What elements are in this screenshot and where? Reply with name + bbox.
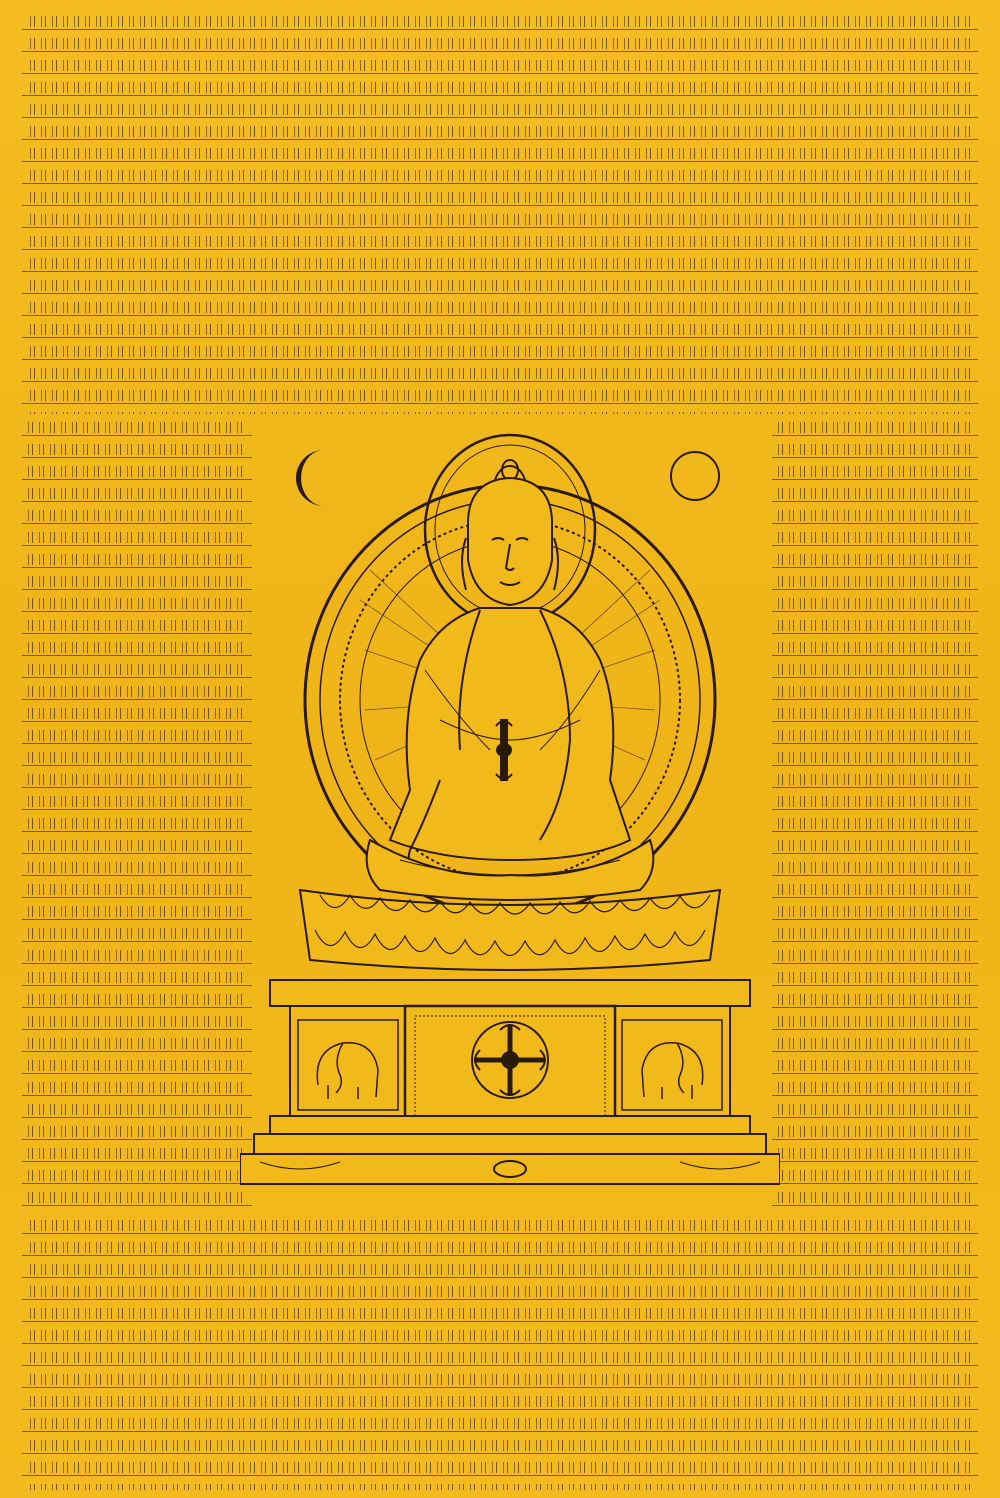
sun-icon	[671, 452, 719, 500]
lotus-throne	[300, 890, 720, 970]
tibetan-script-lines	[26, 414, 246, 1214]
buddha-head	[462, 460, 558, 605]
mantra-text-column-left	[22, 414, 252, 1214]
buddha-illustration	[240, 420, 780, 1220]
mantra-text-block-bottom	[22, 1212, 978, 1490]
crescent-moon-icon	[296, 450, 324, 506]
tibetan-script-lines	[28, 8, 972, 414]
tibetan-script-lines	[776, 414, 974, 1214]
figure-panel	[240, 420, 780, 1220]
mantra-text-column-right	[772, 414, 978, 1214]
double-vajra-icon	[472, 1022, 548, 1098]
mantra-text-block-top	[22, 8, 978, 414]
tibetan-script-lines	[28, 1212, 972, 1490]
